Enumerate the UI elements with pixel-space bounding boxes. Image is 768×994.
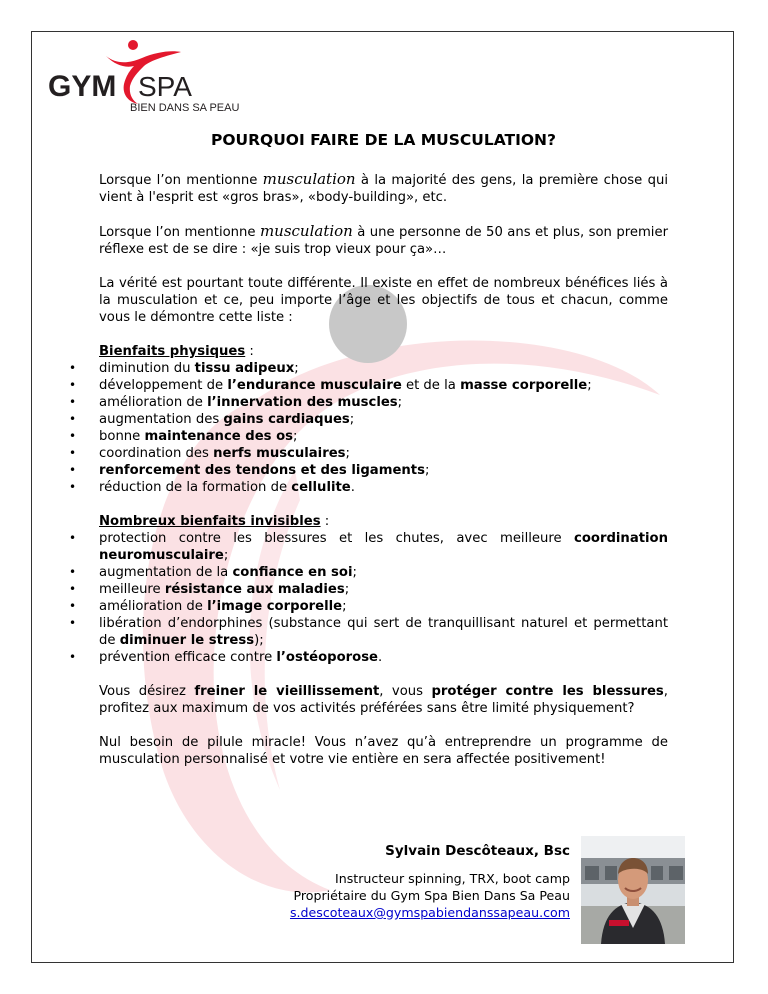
physical-benefits-list (99, 360, 668, 496)
signature-owner: Propriétaire du Gym Spa Bien Dans Sa Peau (293, 888, 570, 903)
intro-paragraph-2 (99, 223, 668, 258)
closing-paragraph-1: Vous désirez freiner le vieillissement, vous protéger contre les blessures, profitez aux maximum de vos activités préférées sans être limité physiquement? (99, 684, 668, 716)
list-item: • augmentation de la confiance en soi; (99, 564, 668, 581)
signature-block (250, 843, 570, 921)
intro-p2-emphasis: musculation (259, 222, 353, 240)
intro-p2-text-a: Lorsque l’on mentionne (99, 225, 260, 240)
intro-p1-emphasis: musculation (262, 170, 356, 188)
gymspa-logo (46, 38, 266, 118)
logo-gym-text: GYM (48, 70, 117, 103)
logo-tagline: BIEN DANS SA PEAU (130, 102, 240, 114)
page-title: POURQUOI FAIRE DE LA MUSCULATION? (210, 131, 557, 149)
physical-heading-suffix: : (245, 344, 254, 359)
intro-paragraph-3: La vérité est pourtant toute différente. Il existe en effet de nombreux bénéfices liés à la musculation et ce, peu importe l’âge et les objectifs de tous et chacun, comme vous le démontre cette liste : (99, 276, 668, 325)
signature-email-link[interactable]: s.descoteaux@gymspabiendanssapeau.com (289, 905, 570, 920)
list-item: • coordination des nerfs musculaires; (99, 445, 668, 462)
list-item: • meilleure résistance aux maladies; (99, 581, 668, 598)
invisible-benefits-section (99, 513, 668, 666)
list-item: • prévention efficace contre l’ostéoporose. (99, 649, 668, 666)
list-item: • diminution du tissu adipeux; (99, 360, 668, 377)
signature-role: Instructeur spinning, TRX, boot camp (335, 871, 570, 886)
physical-benefits-heading (99, 343, 668, 360)
list-item: • développement de l’endurance musculaire et de la masse corporelle; (99, 377, 668, 394)
list-item: • amélioration de l’image corporelle; (99, 598, 668, 615)
list-item: • bonne maintenance des os; (99, 428, 668, 445)
intro-p1-text-b: à la majorité des gens, la première chose qui vient à l'esprit est «gros bras», «body-building», etc. (99, 173, 668, 205)
invisible-benefits-heading (99, 513, 668, 530)
list-item: • renforcement des tendons et des ligaments; (99, 462, 668, 479)
intro-paragraph-1 (99, 171, 668, 206)
physical-heading-text: Bienfaits physiques (99, 344, 246, 359)
intro-p1-text-a: Lorsque l’on mentionne (99, 173, 263, 188)
intro-p2-text-b: à une personne de 50 ans et plus, son premier réflexe est de se dire : «je suis trop vieux pour ça»… (99, 225, 668, 257)
invisible-heading-suffix: : (320, 514, 330, 529)
logo-spa-text: SPA (138, 71, 192, 102)
document-body (99, 130, 668, 768)
physical-benefits-section (99, 343, 668, 496)
list-item: • réduction de la formation de cellulite. (99, 479, 668, 496)
invisible-benefits-list (99, 530, 668, 666)
list-item: • augmentation des gains cardiaques; (99, 411, 668, 428)
list-item: • protection contre les blessures et les chutes, avec meilleure coordination neuromusculaire; (99, 530, 668, 564)
list-item: • libération d’endorphines (substance qui sert de tranquillisant naturel et permettant de diminuer le stress); (99, 615, 668, 649)
logo-head (128, 40, 138, 50)
signature-name: Sylvain Descôteaux, Bsc (385, 843, 570, 859)
author-photo (581, 836, 685, 944)
invisible-heading-text: Nombreux bienfaits invisibles (99, 514, 321, 529)
closing-paragraph-2: Nul besoin de pilule miracle! Vous n’avez qu’à entreprendre un programme de musculation personnalisé et votre vie entière en sera affectée positivement! (99, 735, 668, 767)
list-item: • amélioration de l’innervation des muscles; (99, 394, 668, 411)
